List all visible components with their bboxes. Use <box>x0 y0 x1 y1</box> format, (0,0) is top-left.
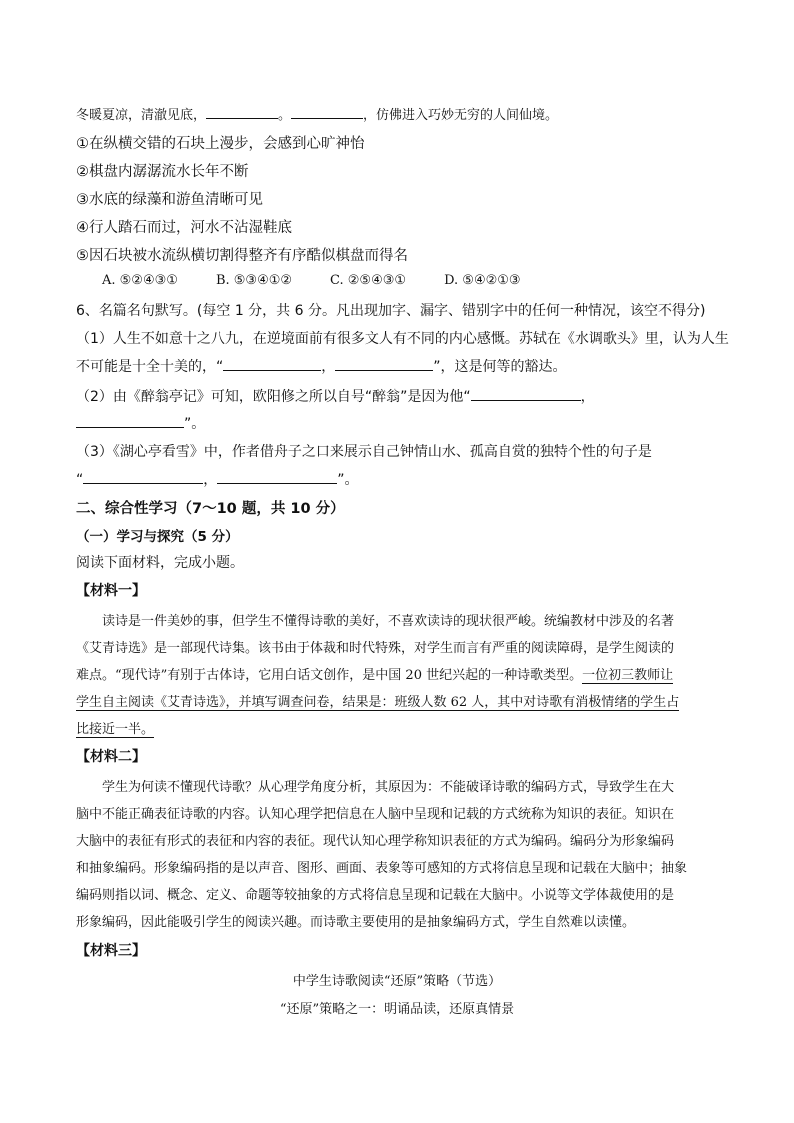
option-c: C. ②⑤④③① <box>330 273 407 288</box>
material-3-subtitle: “还原”策略之一：明诵品读，还原真情景 <box>279 1002 515 1017</box>
material-1-line-4: 学生自主阅读《艾青诗选》，并填写调查问卷，结果是：班级人数 62 人，其中对诗歌有消极情绪的学生占 <box>76 695 680 710</box>
material-2-line-4: 和抽象编码。形象编码指的是以声音、图形、画面、表象等可感知的方式将信息呈现和记载在大脑中；抽象 <box>76 861 688 876</box>
q5-item-4: ④行人踏石而过，河水不沾湿鞋底 <box>76 220 292 236</box>
q5-options <box>102 273 724 288</box>
section-2-title: 二、综合性学习（7～10 题，共 10 分） <box>76 501 345 517</box>
material-3-label: 【材料三】 <box>76 943 146 959</box>
q5-stem: 冬暖夏凉，清澈见底， 。 ，仿佛进入巧妙无穷的人间仙境。 <box>76 104 724 123</box>
material-2-line-3: 大脑中的表征有形式的表征和内容的表征。现代认知心理学称知识表征的方式为编码。编码分为形象编码 <box>76 834 675 849</box>
q6-title: 6、名篇名句默写。(每空 1 分，共 6 分。凡出现加字、漏字、错别字中的任何一种情况，该空不得分) <box>76 303 706 319</box>
material-1-line-2: 《艾青诗选》是一部现代诗集。该书由于体裁和时代特殊，对学生而言有严重的阅读障碍，是学生阅读的 <box>76 641 675 656</box>
material-2-line-6: 形象编码，因此能吸引学生的阅读兴趣。而诗歌主要使用的是抽象编码方式，学生自然难以读懂。 <box>76 915 636 930</box>
material-1-line-3: 难点。“现代诗”有别于古体诗，它用白话文创作，是中国 20 世纪兴起的一种诗歌类型。一位初三教师让 <box>76 668 674 683</box>
q5-item-1: ①在纵横交错的石块上漫步，会感到心旷神怡 <box>76 136 365 152</box>
q6-part1-line2: 不可能是十全十美的，“ ， ”，这是何等的豁达。 <box>76 356 724 376</box>
material-1-line-5: 比接近一半。 <box>76 722 155 737</box>
q6-part1-line1: （1）人生不如意十之八九，在逆境面前有很多文人有不同的内心感慨。苏轼在《水调歌头》里，认为人生 <box>76 331 729 347</box>
q6-part3-line1: （3）《湖心亭看雪》中，作者借舟子之口来展示自己钟情山水、孤高自赏的独特个性的句子是 <box>76 444 652 460</box>
q6-part2-line2: ”。 <box>76 413 724 433</box>
material-2-line-5: 编码则指以词、概念、定义、命题等较抽象的方式将信息呈现和记载在大脑中。小说等文学体裁使用的是 <box>76 888 675 903</box>
q5-item-3: ③水底的绿藻和游鱼清晰可见 <box>76 192 263 208</box>
q6-part2-line1: （2）由《醉翁亭记》可知，欧阳修之所以自号“醉翁”是因为他“ ， <box>76 386 724 406</box>
q6-part3-line2: “ ， ”。 <box>76 469 724 489</box>
option-b: B. ⑤③④①② <box>215 273 293 288</box>
material-2-line-2: 脑中不能正确表征诗歌的内容。认知心理学把信息在人脑中呈现和记载的方式统称为知识的表征。知识在 <box>76 807 675 822</box>
option-a: A. ⑤②④③① <box>102 273 178 288</box>
q5-item-2: ②棋盘内潺潺流水长年不断 <box>76 164 249 180</box>
material-2-line-1: 学生为何读不懂现代诗歌？从心理学角度分析，其原因为：不能破译诗歌的编码方式，导致学生在大 <box>102 780 675 795</box>
material-1-line-1: 读诗是一件美妙的事，但学生不懂得诗歌的美好，不喜欢读诗的现状很严峻。统编教材中涉及的名著 <box>102 614 675 629</box>
section-2-instruction: 阅读下面材料，完成小题。 <box>76 555 244 571</box>
option-d: D. ⑤④②①③ <box>444 273 521 288</box>
material-2-label: 【材料二】 <box>76 749 146 765</box>
material-3-title: 中学生诗歌阅读“还原”策略（节选） <box>292 974 502 989</box>
section-2-subtitle: （一）学习与探究（5 分） <box>76 529 239 545</box>
material-1-label: 【材料一】 <box>76 583 146 599</box>
q5-item-5: ⑤因石块被水流纵横切割得整齐有序酷似棋盘而得名 <box>76 248 408 264</box>
